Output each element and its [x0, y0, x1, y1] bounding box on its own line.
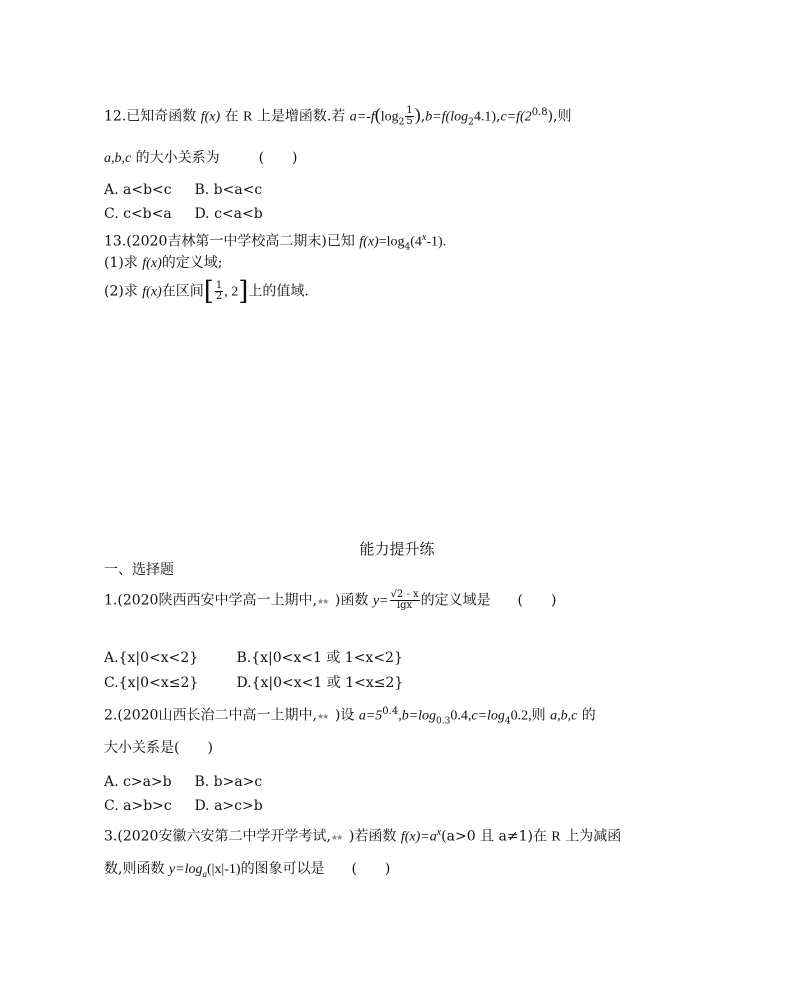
q12-b-base: 2 [468, 117, 474, 128]
q3-line2 [104, 859, 390, 884]
q12-log: log [380, 109, 399, 125]
q2-tail1: )设 [334, 707, 355, 724]
q12-options-row2 [104, 204, 263, 224]
q3-fx: f(x)=a [400, 829, 437, 845]
section-title: 能力提升练 [359, 540, 435, 558]
q12-frac-den: 5 [406, 116, 413, 128]
q13-p2-fx: f(x) [142, 284, 162, 300]
q2-line2: 大小关系是( ) [104, 740, 213, 756]
q12-answer-paren: ( ) [258, 150, 298, 166]
q2-line1 [104, 702, 596, 731]
q13-head: 13.(2020吉林第一中学校高二期末)已知 [104, 233, 355, 250]
q1-options-row1 [104, 648, 403, 668]
q1-option-a: A.{x|0<x<2} [104, 650, 199, 666]
q12-b-eq: b=f(log [425, 109, 469, 125]
q3-base: a [202, 868, 207, 879]
q12-text-b: 在 [224, 108, 239, 125]
q2-a-exp: 0.4 [382, 706, 399, 717]
q3-exp: x [436, 827, 442, 838]
q1-answer-paren: ( ) [517, 592, 557, 609]
q3-line2-b: 的图象可以是 [240, 861, 325, 877]
q1-line1 [104, 590, 556, 612]
q2-options-row2 [104, 796, 263, 816]
q13-arg2: -1). [426, 234, 447, 250]
q12-c-eq: c=f(2 [500, 109, 532, 125]
q1-tail2: 的定义域是 [420, 592, 491, 609]
q2-head: 2.(2020山西长治二中高一上期中, [104, 707, 317, 724]
q12-options-row1 [104, 180, 262, 200]
q12-a-eq: a=-f [349, 109, 375, 125]
q13-int-den: 2 [215, 291, 223, 302]
q2-b-arg: 0.4, [450, 708, 472, 724]
q13-eq: =log [378, 234, 405, 250]
q3-arg: (|x|-1) [206, 862, 241, 877]
q12-option-c: C. c<b<a [104, 206, 172, 222]
q2-option-a: A. c>a>b [104, 774, 172, 790]
q12-option-b: B. b<a<c [194, 182, 263, 198]
q12-abc: a,b,c [104, 151, 132, 166]
q3-answer-paren: ( ) [351, 861, 391, 877]
q12-c-exp: 0.8 [531, 107, 548, 118]
q13-part1 [104, 253, 222, 274]
q13-int-right: , 2 [224, 284, 239, 300]
difficulty-star-icon [317, 711, 335, 721]
q2-c-base: 4 [504, 716, 511, 727]
q13-p2-c: 上的值域. [248, 283, 309, 300]
q13-p1-b: 的定义域; [161, 255, 223, 271]
q1-options-row2 [104, 673, 403, 693]
q13-arg: (4 [410, 234, 422, 250]
q12-option-a: A. a<b<c [104, 182, 172, 198]
difficulty-star-icon [331, 832, 349, 842]
q3-R: R [551, 829, 561, 845]
q13-base: 4 [404, 242, 411, 253]
q12-line1: 12.已知奇函数 f(x) 在 R 上是增函数.若 $a=-f(\log_2$ $\frac{1}{5}$ )$,b=f(\log_24.1),c=f(2^{0.8})$,则 [104, 104, 572, 128]
q1-den: lgx [396, 600, 413, 611]
q13-p2-a: (2)求 [104, 283, 138, 300]
q1-num: √2 - x [390, 589, 419, 600]
q2-c: c=log [471, 708, 505, 724]
q2-c-arg: 0.2,则 [510, 708, 546, 724]
q1-option-d: D.{x|0<x<1 或 1<x≤2} [236, 675, 404, 691]
q2-de: 的 [581, 707, 596, 724]
q3-line2-a: 数,则函数 [104, 861, 165, 877]
q12-text: 12.已知奇函数 [104, 108, 197, 125]
q1-fraction [390, 590, 420, 611]
q1-tail1: )函数 [334, 592, 369, 609]
q3-line1 [104, 823, 621, 848]
q13-interval-frac [215, 281, 223, 302]
q3-y: y=log [168, 862, 203, 877]
q2-option-d: D. a>c>b [194, 798, 263, 814]
difficulty-star-icon [317, 596, 335, 606]
q13-part2: (2)求 f(x)在区间[ $\frac{1}{2}$ , 2]上的值域. [104, 276, 309, 307]
q12-R: R [243, 109, 253, 125]
q12-line2 [104, 148, 298, 169]
q12-fx: f(x) [200, 109, 221, 125]
q12-log-base: 2 [398, 117, 405, 128]
q13-fx: f(x) [359, 234, 379, 250]
q1-option-c: C.{x|0<x≤2} [104, 675, 199, 691]
q13-int-num: 1 [215, 280, 223, 291]
q12-line2-text: 的大小关系为 [135, 150, 220, 166]
q2-b: ,b=log [398, 708, 437, 724]
q13-p1-fx: f(x) [142, 256, 162, 271]
q2-abc: a,b,c [550, 708, 578, 724]
q2-option-c: C. a>b>c [104, 798, 172, 814]
q12-text-c: 上是增函数.若 [256, 108, 346, 125]
q2-b-base: 0.3 [436, 716, 451, 727]
q12-option-d: D. c<a<b [194, 206, 263, 222]
q2-options-row1 [104, 772, 262, 792]
q12-then: ),则 [547, 108, 572, 125]
q2-a: a=5 [358, 708, 383, 724]
q3-tail2: 上为减函 [565, 828, 622, 845]
q12-frac-num: 1 [406, 105, 413, 117]
q1-option-b: B.{x|0<x<1 或 1<x<2} [236, 650, 403, 666]
q1-y: y= [372, 593, 389, 609]
q3-cond: (a>0 且 a≠1)在 [441, 828, 547, 845]
q13-p1-a: (1)求 [104, 255, 138, 271]
q12-fraction [405, 106, 413, 127]
q3-head: 3.(2020安徽六安第二中学开学考试, [104, 828, 331, 845]
part-title: 一、选择题 [104, 562, 174, 578]
q1-head: 1.(2020陕西西安中学高一上期中, [104, 592, 317, 609]
q2-option-b: B. b>a>c [194, 774, 263, 790]
q13-p2-b: 在区间 [161, 283, 204, 300]
q12-b-arg: 4.1) [473, 109, 497, 125]
q3-tail1: )若函数 [348, 828, 397, 845]
q13-exp: x [421, 232, 427, 243]
